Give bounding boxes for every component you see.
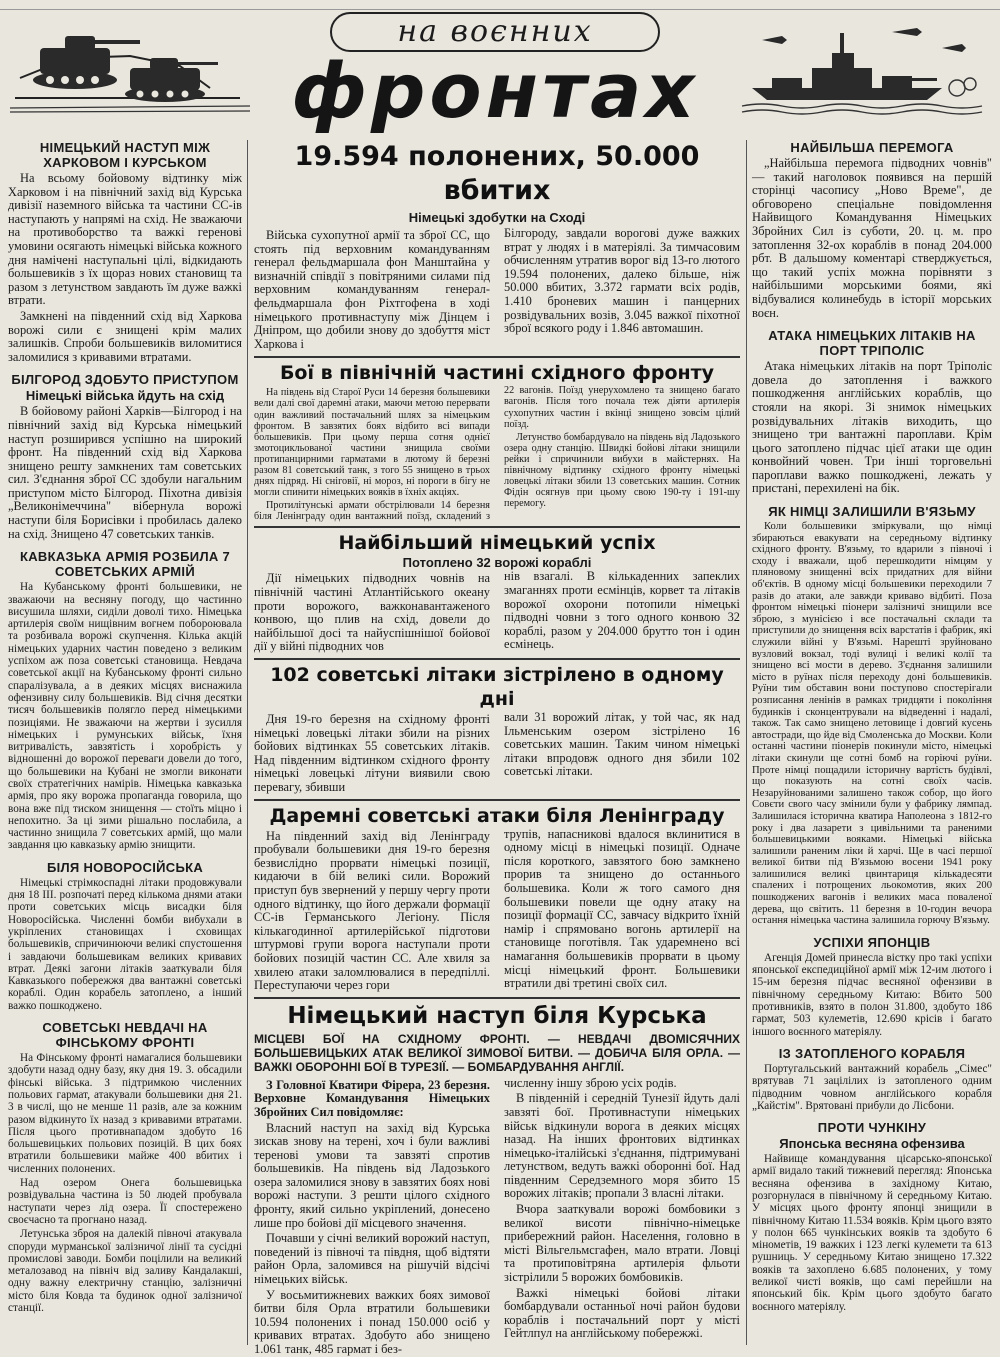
article-paragraph: Летунська зброя на далекій півночі атакувала споруди мурманської залізничої лінії та сусідні промислові заводи. Бомби поцілили на великий металозавод на північ від заливу Кандалакші, одну важну електричну станцію, залізничні місто біля Ковда та будинок одної залізничої станції. — [8, 1228, 242, 1314]
article-paragraph: В бойовому районі Харків—Білгород і на північний захід від Курська німецький наступ розширився успішно на широкий фронт. На південний схід від Харкова знищено решту замкнених там советських сил. З'єднання зброї СС здобули нагальним приступом місто Білгород. Піхотна дивізія „Великонімеччина" вібернула ворожі наступи біля Борисівки і пробилась далеко на схід. Знищено 47 советських танків. — [8, 404, 242, 541]
article-body — [254, 828, 740, 993]
article-heading: НАЙБІЛЬША ПЕРЕМОГА — [790, 140, 954, 155]
article-heading: СОВЕТСЬКІ НЕВДАЧІ НА ФІНСЬКОМУ ФРОНТІ — [42, 1020, 208, 1051]
article-paragraph: трупів, напасникові вдалося вклинитися в одному місці в німецькі позиції. Одначе після короткого, завзятого бою замкнено прорив та знищено до останнього большевика. Коли ж того самого дня большевики повели ще одну атаку на позиції формації СС, завчасу відкрито їхній намір і спрямовано вогонь артилерії на становище поготівля. Так ударемнено всі намагання большевиків прорвати в цьому місці німецький фронт. Большевики втратили дві третині своїх сил. — [504, 826, 740, 991]
article-subheading: Німецькі війська йдуть на схід — [25, 388, 225, 404]
article-dateline: З Головної Кватири Фірера, 23 березня. Верховне Командування Німецьких Збройних Сил повідомляє: — [254, 1077, 490, 1119]
center-column — [254, 140, 740, 1356]
article-heading: АТАКА НІМЕЦЬКИХ ЛІТАКІВ НА ПОРТ ТРІПОЛІС — [768, 328, 976, 359]
article-heading: БІЛГОРОД ЗДОБУТО ПРИСТУПОМ — [11, 372, 239, 388]
masthead-title-block — [250, 0, 740, 138]
article-paragraph: Вчора зааткували ворожі бомбовики з великої висоти північно-німецьке прибережний район. Населення, головно в місті Вільгельмсгафен, мало втрати. Ловці та протиповітряна артилерія фльоти зістрілили 5 ворожих бомбовиків. — [504, 1202, 740, 1285]
section-rule — [254, 799, 740, 801]
article-paragraph: Найвище командування цісарсько-японської армії видало такий тижневий перегляд: Японська весняна офензива в західному Китаю, розгорнулася в північному й середньому Китаю. У місцях цього фронту японці знищили в північному Китаю 11.534 вояків. Крім цього взято у полон 665 чункінських вояків та здобуто 6 мінометів, 19 важких і 123 легкі кулемети та 613 рушниць. У середньому Китаю знищено 17.322 вояків та захоплено 6.685 полонених, у тому великої чисті вояків, що самі перейшли на японський бік. Крім цього здобуто багато воєнного матеріялу. — [752, 1153, 992, 1313]
article-paragraph: вали 31 ворожий літак, у той час, як над Ільменським озером зістрілено 16 советських машин. Таким чином німецькі літаки впродовж одного дня збили 102 советські літаки. — [504, 710, 740, 779]
article-paragraph: Почавши у січні великий ворожий наступ, поведений із півночі та півдня, щоб відтяти район Орла, заломився на рішучій відсічі німецьких військ. — [254, 1231, 490, 1287]
article-heading: БІЛЯ НОВОРОСІЙСЬКА — [46, 859, 204, 875]
article-paragraph: Замкнені на південний схід від Харкова ворожі сили є знищені крім малих залишків. Спроби большевиків виломитися заломилися з кривавими втратами. — [8, 308, 242, 364]
article-heading: НІМЕЦЬКИЙ НАСТУП МІЖ ХАРКОВОМ І КУРСЬКОМ — [39, 140, 211, 170]
left-column — [8, 140, 242, 1345]
article-heading: ІЗ ЗАТОПЛЕНОГО КОРАБЛЯ — [778, 1045, 966, 1061]
masthead-title: фронтах — [291, 46, 699, 135]
article-heading: Найбільший німецький успіх — [338, 532, 656, 555]
article-paragraph: На Фінському фронті намагалися большевики здобути назад одну базу, яку дня 19. 3. обсадили фінські війська. З підтримкою численних польових гармат, атакували большевики дня 21. 3 в числі, що не менше 11 разів, але за кожним разом відкинуто їх назад з кривавими втратами. Після цього противнападом здобуто 16 большевицьких польових позицій. В цих боях втратили большевики майже 400 вбитих і численних полонених. — [8, 1052, 242, 1175]
article-paragraph: Летунство бомбардувало на південь від Ладозького озера одну станцію. Швидкі бойові літаки знищили рейки і спричинили вибухи в майстернях. На північному відтинку східного фронту німецькі ловецькі літаки збили 13 советських машин. Сотник Фідін осягнув при цьому свою 190-ту і 191-шу перемогу. — [504, 431, 740, 510]
article-paragraph: Коли большевики зміркували, що німці збираються евакувати на середньому відтинку східного фронту. В'язьму, то вдарили з півночі і сходу і вважали, щоб перешкодити німцям у пляновому знищенні всіх придатних для війни об'єктів. В одному місці большевики переходили 7 разів до атаки, але завжди криваво відбиті. Поза фронтом німецькі піонери залізничі знищили все зброю, з мунісією і все постачальні склади та приступили до знищення всіх варстатів і фабрик, які служили війні у В'язьмі. Нарешті зруйновано вузловий вокзал, тоді вулиці і великі колії та знищено всі мости в дерево. З'єднання залишили місто в руїнах після переходу доні большевиків. Руїни тим обставин вони поступово спостерігали розписання ленінів в рамках тридцяти і покоління будинків і сконцентрували на відведенні і надалі, також. Так само знищено летовище і довгий кусень автостради, що йде від Смоленська до Москви. Коли останні частини піонерів покинули місто, німецькі літаки скинули ще сотні бомб на горіючі руїни. Проте німці пощадили історичну вартість будівлі, що показують на сотні своїх часів. Незаруйнованими залишено також собор, що його Совєти свого часу змінили були у фабрику лямпад. Залишилася історична кватира Наполеона з 1812-го року і два лазарети з цивільними та раненими большевицькими вояками. Німецькі війська залишили раненим ліки й харчі. Ще в часі першої великої битви під В'язьмою восени 1941 року залишилися великі цвинтариця кількадесяти спалених і потрощених льокомотив, яких 200 пошкоджених вагонів і великих маса поваленої дерева, що світить. 11 березня в 10-годин вечора остання німецька частина залишила горючу В'язьму. — [752, 521, 992, 927]
article-subheading: Японська весняна офензива — [779, 1136, 965, 1152]
article-paragraph: На Кубанському фронті большевики, не зважаючи на весняну погоду, що частинно висушила шляхи, сиділи доволі тихо. Німецька артилерія своїм нищівним вогнем побороювала та розбивала ворожі скупчення. Кілька акцій німецьких ударних частин поведено з великим успіхом аж поза советські становища. Невдача советської акції на Кубанському фронті сильно спаралізувала, а в деяких місцях виснажила офензивну силу большевиків. Від січня десятки тисяч большевиків полягло перед німецькими позиціями. Не зважаючи на жертви і зусилля німецьких і румунських військ, їхня витривалість, завзятість і хоробрість у відношенні до ворожої переваги довели до того, що большевики на Кубані не змогли виконати своїх стратегічних намірів. Німецька кавказька армія, про яку ворожа пропаганда говорила, що вона вже під тиском знищення — стоїть міцно і непохитно. За ці зими рішально послабила, а частинно знищила 7 советських армій, що мали завдання цю кавказьку армію знищити. — [8, 581, 242, 852]
article-paragraph: Протилітунські армати обстрілювали 14 березня біля Ленінграду один вантажний поїзд, складений з 22 вагонів. Поїзд унерухомлено та знищено багато вагонів. Після того почала теж діяти артилерія сухопутних частин і вкінці знищено зовсім цілий поїзд. — [254, 385, 740, 523]
article-paragraph: На всьому бойовому відтинку між Харковом і на північний захід від Курська дивізії наземного війська та частини СС-ів наступають у напрямі на схід. Не зважаючи на противоборство та важкі геренові умовини осягають німецькі війська кожного дня намічені наступальні цілі, відкидають большевиків з їх щораз нових становищ та разом з летунством завдають їм дуже важкі втрати. — [8, 171, 242, 308]
section-rule — [254, 658, 740, 660]
article-paragraph: В південній і середній Тунезії йдуть далі завзяті бої. Противнаступи німецьких військ відкинули ворога в деяких місцях назад. На інших фронтових відтинках німецько-італійські з'єднання, підтримувані летунством, ведуть важкі оборонні бої. Над південним Середземного моря збито 15 ворожих літаків; пропали 3 власні літаки. — [504, 1091, 740, 1201]
article-paragraph: На південь від Старої Руси 14 березня большевики вели далі свої даремні атаки, маючи метою перервати один важливий постачальний шлях за німецьким фронтом. В завзятих боях відбито всі випади большевиків. При цьому перша сотня однієї змотоцикльованої частини знищила своїми протипанцирними гарматами в лютому й березні разом 81 советський танк, з того 55 знищено в трьох днях підряд. Ні сніговії, ні мороз, ні пороги в бігу не могли спинити німецьких вояків в їхніх акціях. — [254, 387, 490, 499]
article-paragraph: „Найбільша перемога підводних човнів" — такий наголовок появився на першій сторінці часопису „Ново Време", де обговорено спеціальне повідомлення Найвищого Командування Німецьких Збройних Сил із суботи, 20. ц. м. про затоплення 32-ох кораблів в понад 204.000 рбт. В дальшому коментарі стверджується, що такий успіх можна порівняти з найбільшими морськими боями, які відбувалися колинебудь в історії морських воєн. — [752, 156, 992, 320]
section-rule — [254, 997, 740, 999]
section-rule — [254, 356, 740, 358]
main-subheadline: Німецькі здобутки на Сході — [408, 210, 586, 225]
article-paragraph: Німецькі стрімкоспадні літаки продовжували дня 18 III. розпочаті перед кількома днями атаки проти советських місць висадки біля Новоросійська. Численні бомби вибухали в укріплених становищах і сховищах большевиків, спричинюючи великі спустошення і завдаючи большевикам великих кривавих втрат. Деякі загони літаків зааткували біля Кавказького побережжя два вантажні советські кораблі. Один корабель затоплено, а інший важко пошкоджено. — [8, 876, 242, 1012]
article-paragraph: Дії німецьких підводних човнів на північній частині Атлантійського океану проти ворожого, важконавантаженого конвою, що плив на схід, довели до найбільшої досі та найуспішнішої бойової дії у війні підводних чов — [254, 571, 490, 654]
article-paragraph: Білгороду, завдали ворогові дуже важких втрат у людях і в матеріялі. За тимчасовим обчисленням утратив ворог від 13-го лютого 19.594 полонених, далеко більше, ніж 50.000 вбитих, 3.372 гармати всіх родів, 1.410 броневих машин і панцерних розвідувальних возів, 3.045 важкої піхотної зброї всякого роду і 1.846 автомашин. — [504, 226, 740, 336]
article-body — [254, 570, 740, 654]
article-paragraph: Португальський вантажний корабель „Сімес" врятував 71 зацілілих із затопленого одним підводним човном англійського корабля „Кайстім". Врятовані прибули до Лісбони. — [752, 1062, 992, 1112]
article-paragraph: численну іншу зброю усіх родів. — [504, 1075, 677, 1090]
article-heading: ЯК НІМЦІ ЗАЛИШИЛИ В'ЯЗЬМУ — [768, 504, 976, 520]
article-heading: КАВКАЗЬКА АРМІЯ РОЗБИЛА 7 СОВЕТСЬКИХ АРМІЙ — [19, 549, 231, 580]
article-paragraph: Агенція Домей принесла вістку про такі успіхи японської експедиційної армії між 12-им лютого і 15-им березня підчас весняної офензиви в північному середньому Китаю: Вбито 500 противників, взято в полон 31.800, здобуто 186 гармат, 503 кулеметів, 12.690 крісів і багато іншого воєнного матеріялу. — [752, 951, 992, 1038]
article-paragraph: У восьмитижневих важких боях зимової битви біля Орла втратили большевики 10.594 полонених і понад 150.000 осіб у кривавих втратах. Здобуто або знищено 1.061 танк, 485 гармат і без- — [254, 1287, 490, 1356]
masthead — [0, 0, 1000, 138]
article-body — [254, 385, 740, 522]
article-paragraph: Важкі німецькі бойові літаки бомбардували останньої ночі район будови кораблів і постачальний порт у місті Гейтлпул на англійському побережжі. — [504, 1285, 740, 1341]
column-rule-left — [247, 140, 248, 1345]
section-rule — [254, 526, 740, 528]
article-paragraph: На південний захід від Ленінграду пробували большевики дня 19-го березня безвислідно прорвати німецькі позиції, кидаючи в бій великі сили. Ворожий приступ був звернений у першу чергу проти одного відтинку, що його держали формації СС-ів Германського Легіону. Після кількагодинної артилерійської підготови штурмові групи ворога наступали проти бойових позицій частин СС. Але хвиля за хвилею атаки заломлювалися в передпіллі. Переступаючи через гори — [254, 828, 490, 993]
article-heading: УСПІХИ ЯПОНЦІВ — [813, 934, 931, 950]
article-heading: Бої в північній частині східного фронту — [279, 362, 715, 385]
right-column — [752, 140, 992, 1345]
article-heading: ПРОТИ ЧУНКІНУ — [817, 1120, 927, 1136]
article-summary: МІСЦЕВІ БОЇ НА СХІДНОМУ ФРОНТІ. — НЕВДАЧІ ДВОМІСЯЧНИХ БОЛЬШЕВИЦЬКИХ АТАК ВЕЛИКОЇ ЗИМОВОЇ БИТВИ. — ДОБИЧА БІЛЯ ОРЛА. — ВАЖКІ ОБОРОННІ БОЇ В ТУРЕЗІЇ. — БОМБАРДУВАННЯ АНГЛІЇ. — [254, 1031, 740, 1074]
article-body — [254, 711, 740, 795]
article-paragraph: Атака німецьких літаків на порт Тріполіс довела до затоплення і важкого пошкодження англійських кораблів, що стояли на якорі. Зі знимок німецьких розвідувальних літаків виходить, що знищено три вантажні пароплави. Крім цього затоплено підчас цієї атаки ще один конвойний човен. Три інші торговельні пароплави важко пошкоджені, лежать у пристані, перехилені на бік. — [752, 359, 992, 496]
article-heading: Німецький наступ біля Курська — [287, 1002, 707, 1029]
article-paragraph: Війська сухопутної армії та зброї СС, що стоять під верховним командуванням генерал фельдмаршала фон Манштайна у визначній співдії з повітряними силами під верховним командуванням генерал-фельдмаршала фон Ріхтгофена в ході німецького противнаступу між Дінцем і Дніпром, що добили знову до здобуття міст Харкова і — [254, 228, 490, 351]
column-rule-right — [746, 140, 747, 1345]
article-heading: Даремні советські атаки біля Ленінграду — [269, 804, 725, 827]
article-paragraph: Власний наступ на захід від Курська зискав знову на терені, хоч і були важливі теренові умови та завзяті спротив большевиків. На південь від Ладозького озера заломилися знову в завзятих боях нові ворожі наступи. З решти цілого східного фронту, який сильно укріплений, донесено лише про бойові дії місцевого значення. — [254, 1120, 490, 1230]
article-paragraph: Над озером Онега большевицька розвідувальна частина із 50 людей пробувала наступати через лід озера. Її спостережено своєчасно та прогнано назад. — [8, 1177, 242, 1226]
article-paragraph: Дня 19-го березня на східному фронті німецькі ловецькі літаки збили на різних бойових відтинках 55 советських літаків. Над південним відтинком східного фронту німецькі ловецькі літуни виявили свою перевагу, збивши — [254, 712, 490, 794]
article-heading: 102 советські літаки зістрілено в одному дні — [270, 664, 724, 711]
masthead-banner: на воєнних — [330, 12, 660, 52]
warship-illustration — [742, 18, 982, 116]
main-article-body — [254, 227, 740, 351]
article-paragraph: нів взагалі. В кількаденних запеклих змаганнях проти есмінців, корвет та літаків ворожої охорони потопили німецькі підводні човни з того одного конвою 32 кораблі, разом у 204.000 брутто тон і один есмінець. — [504, 569, 740, 652]
main-headline: 19.594 полонених, 50.000 вбитих — [294, 141, 700, 206]
tanks-illustration — [10, 18, 250, 116]
article-body — [254, 1077, 740, 1357]
article-subheading: Потоплено 32 ворожі кораблі — [402, 555, 592, 571]
